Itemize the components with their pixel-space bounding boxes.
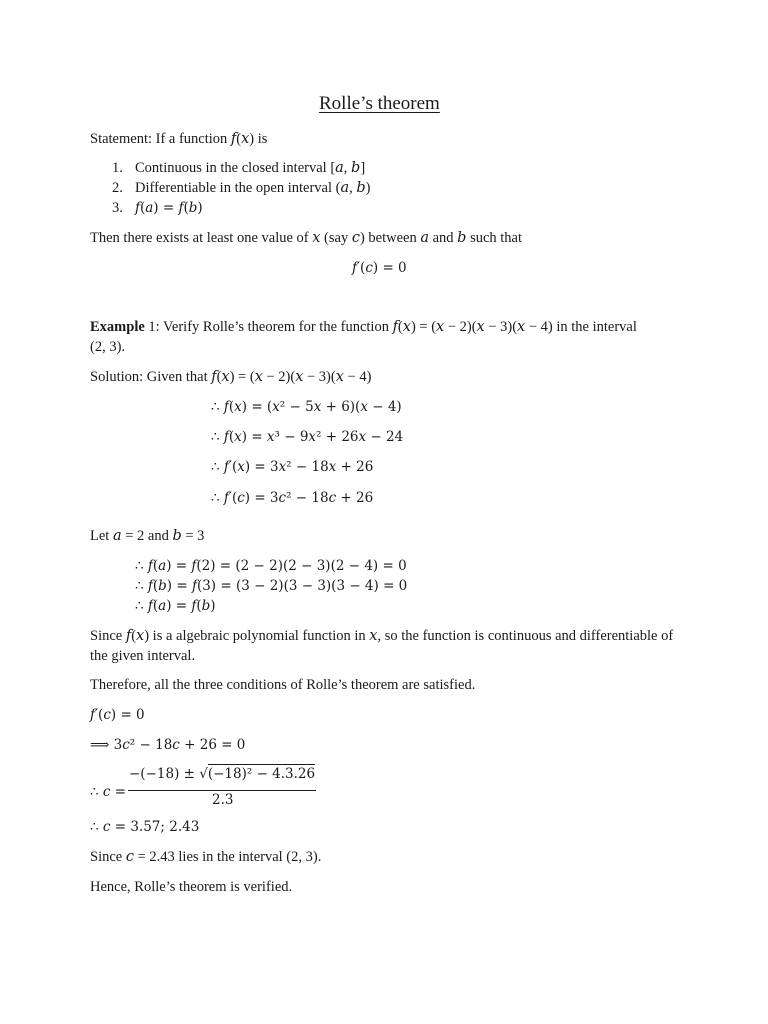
condition-number-2: 2.	[112, 180, 123, 196]
statement-result: 𝑓′(𝑐) = 0	[352, 260, 407, 276]
solution-intro: Solution: Given that 𝑓(𝑥) = (𝑥 − 2)(𝑥 − 3)(𝑥 − 4)	[90, 369, 372, 385]
evaluation-fb: ∴ 𝑓(𝑏) = 𝑓(3) = (3 − 2)(3 − 3)(3 − 4) = 0	[135, 578, 408, 594]
page-title: Rolle’s theorem	[319, 93, 440, 114]
formula-prefix: ∴ 𝑐 =	[90, 784, 127, 800]
solution-step-3: ∴ 𝑓′(𝑥) = 3𝑥² − 18𝑥 + 26	[211, 459, 374, 475]
conditions-met: Therefore, all the three conditions of Rolle’s theorem are satisfied.	[90, 677, 476, 693]
formula-numerator-left: −(−18) ± √	[129, 766, 208, 782]
roots: ∴ 𝑐 = 3.57; 2.43	[90, 819, 200, 835]
example-problem	[90, 317, 650, 357]
evaluation-fa: ∴ 𝑓(𝑎) = 𝑓(2) = (2 − 2)(2 − 3)(2 − 4) = 0	[135, 558, 407, 574]
fraction-bar	[128, 790, 316, 791]
continuity-statement: Since 𝑓(𝑥) is a algebraic polynomial function in 𝑥, so the function is continuous and differentiable of the given interval.	[90, 628, 674, 664]
example-problem-text: : Verify Rolle’s theorem for the function 𝑓(𝑥) = (𝑥 − 2)(𝑥 − 3)(𝑥 − 4) in the interval (2, 3).	[90, 319, 637, 355]
solution-step-1: ∴ 𝑓(𝑥) = (𝑥² − 5𝑥 + 6)(𝑥 − 4)	[211, 399, 402, 415]
example-number: 1	[144, 319, 156, 335]
quadratic-formula-fraction	[128, 766, 318, 810]
derivative-zero: 𝑓′(𝑐) = 0	[90, 707, 145, 723]
formula-radicand: (−18)² − 4.3.26	[207, 766, 316, 782]
root-in-interval: Since 𝑐 = 2.43 lies in the interval (2, 3).	[90, 849, 322, 865]
condition-2: Differentiable in the open interval (𝑎, 𝑏)	[135, 180, 371, 196]
conclusion-verified: Hence, Rolle’s theorem is verified.	[90, 879, 293, 895]
condition-1: Continuous in the closed interval [𝑎, 𝑏]	[135, 160, 366, 176]
solution-step-2: ∴ 𝑓(𝑥) = 𝑥³ − 9𝑥² + 26𝑥 − 24	[211, 429, 404, 445]
statement-conclusion: Then there exists at least one value of 𝑥 (say 𝑐) between 𝑎 and 𝑏 such that	[90, 230, 523, 246]
formula-numerator	[129, 766, 315, 782]
condition-3: 𝑓(𝑎) = 𝑓(𝑏)	[135, 200, 203, 216]
statement-intro: Statement: If a function 𝑓(𝑥) is	[90, 131, 268, 147]
condition-number-1: 1.	[112, 160, 123, 176]
condition-number-3: 3.	[112, 200, 123, 216]
let-line: Let 𝑎 = 2 and 𝑏 = 3	[90, 528, 205, 544]
evaluation-equal: ∴ 𝑓(𝑎) = 𝑓(𝑏)	[135, 598, 216, 614]
example-label: Example	[90, 319, 145, 335]
formula-denominator: 2.3	[212, 792, 234, 808]
solution-step-4: ∴ 𝑓′(𝑐) = 3𝑐² − 18𝑐 + 26	[211, 490, 374, 506]
quadratic-equation: ⟹ 3𝑐² − 18𝑐 + 26 = 0	[90, 737, 246, 753]
